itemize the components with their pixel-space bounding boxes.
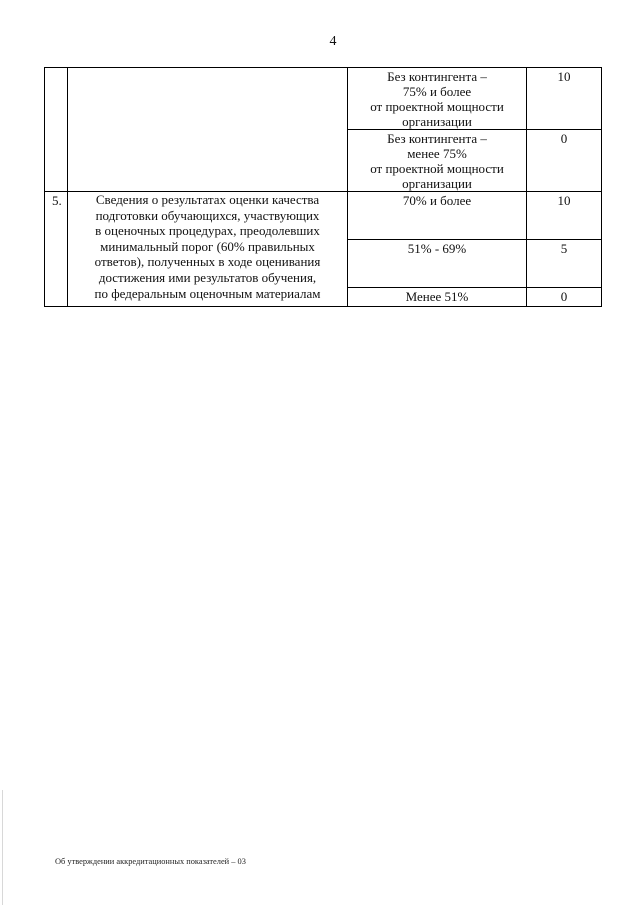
criterion-line: организации [402, 114, 472, 129]
table-row [45, 192, 602, 240]
criterion-line: Менее 51% [405, 289, 469, 304]
description-line: по федеральным оценочным материалам [94, 285, 321, 301]
score-cell: 10 [527, 192, 602, 240]
score-cell: 10 [527, 68, 602, 130]
indicator-description-cell [68, 192, 348, 307]
description-line: в оценочных процедурах, преодолевших [95, 223, 320, 239]
description-line: достижения ими результатов обучения, [98, 269, 317, 285]
criterion-line: 70% и более [402, 193, 472, 208]
criterion-line: от проектной мощности [370, 99, 504, 114]
criterion-line: Без контингента – [387, 131, 487, 146]
page-number: 4 [329, 34, 337, 49]
table-row [45, 68, 602, 130]
criterion-line: 75% и более [402, 84, 472, 99]
score-cell: 0 [527, 288, 602, 307]
row-number-cell: 5. [45, 192, 68, 307]
criterion-line: организации [402, 176, 472, 191]
score-cell: 5 [527, 240, 602, 288]
description-line: ответов), полученных в ходе оценивания [94, 254, 321, 270]
criterion-line: менее 75% [407, 146, 467, 161]
criterion-line: Без контингента – [387, 69, 487, 84]
description-line: минимальный порог (60% правильных [100, 238, 315, 254]
document-footer: Об утверждении аккредитационных показателей – 03 [55, 857, 246, 866]
indicators-table [44, 67, 602, 307]
score-cell: 0 [527, 130, 602, 192]
row-number-cell [45, 68, 68, 192]
criterion-cell [348, 192, 527, 240]
indicator-description-cell [68, 68, 348, 192]
criterion-cell [348, 288, 527, 307]
criterion-cell [348, 68, 527, 130]
criterion-line: 51% - 69% [407, 241, 467, 256]
description-line: подготовки обучающихся, участвующих [95, 207, 320, 223]
criterion-cell [348, 130, 527, 192]
description-line: Сведения о результатах оценки качества [95, 192, 320, 207]
criterion-line: от проектной мощности [370, 161, 504, 176]
criterion-cell [348, 240, 527, 288]
scan-edge-line [2, 790, 3, 905]
